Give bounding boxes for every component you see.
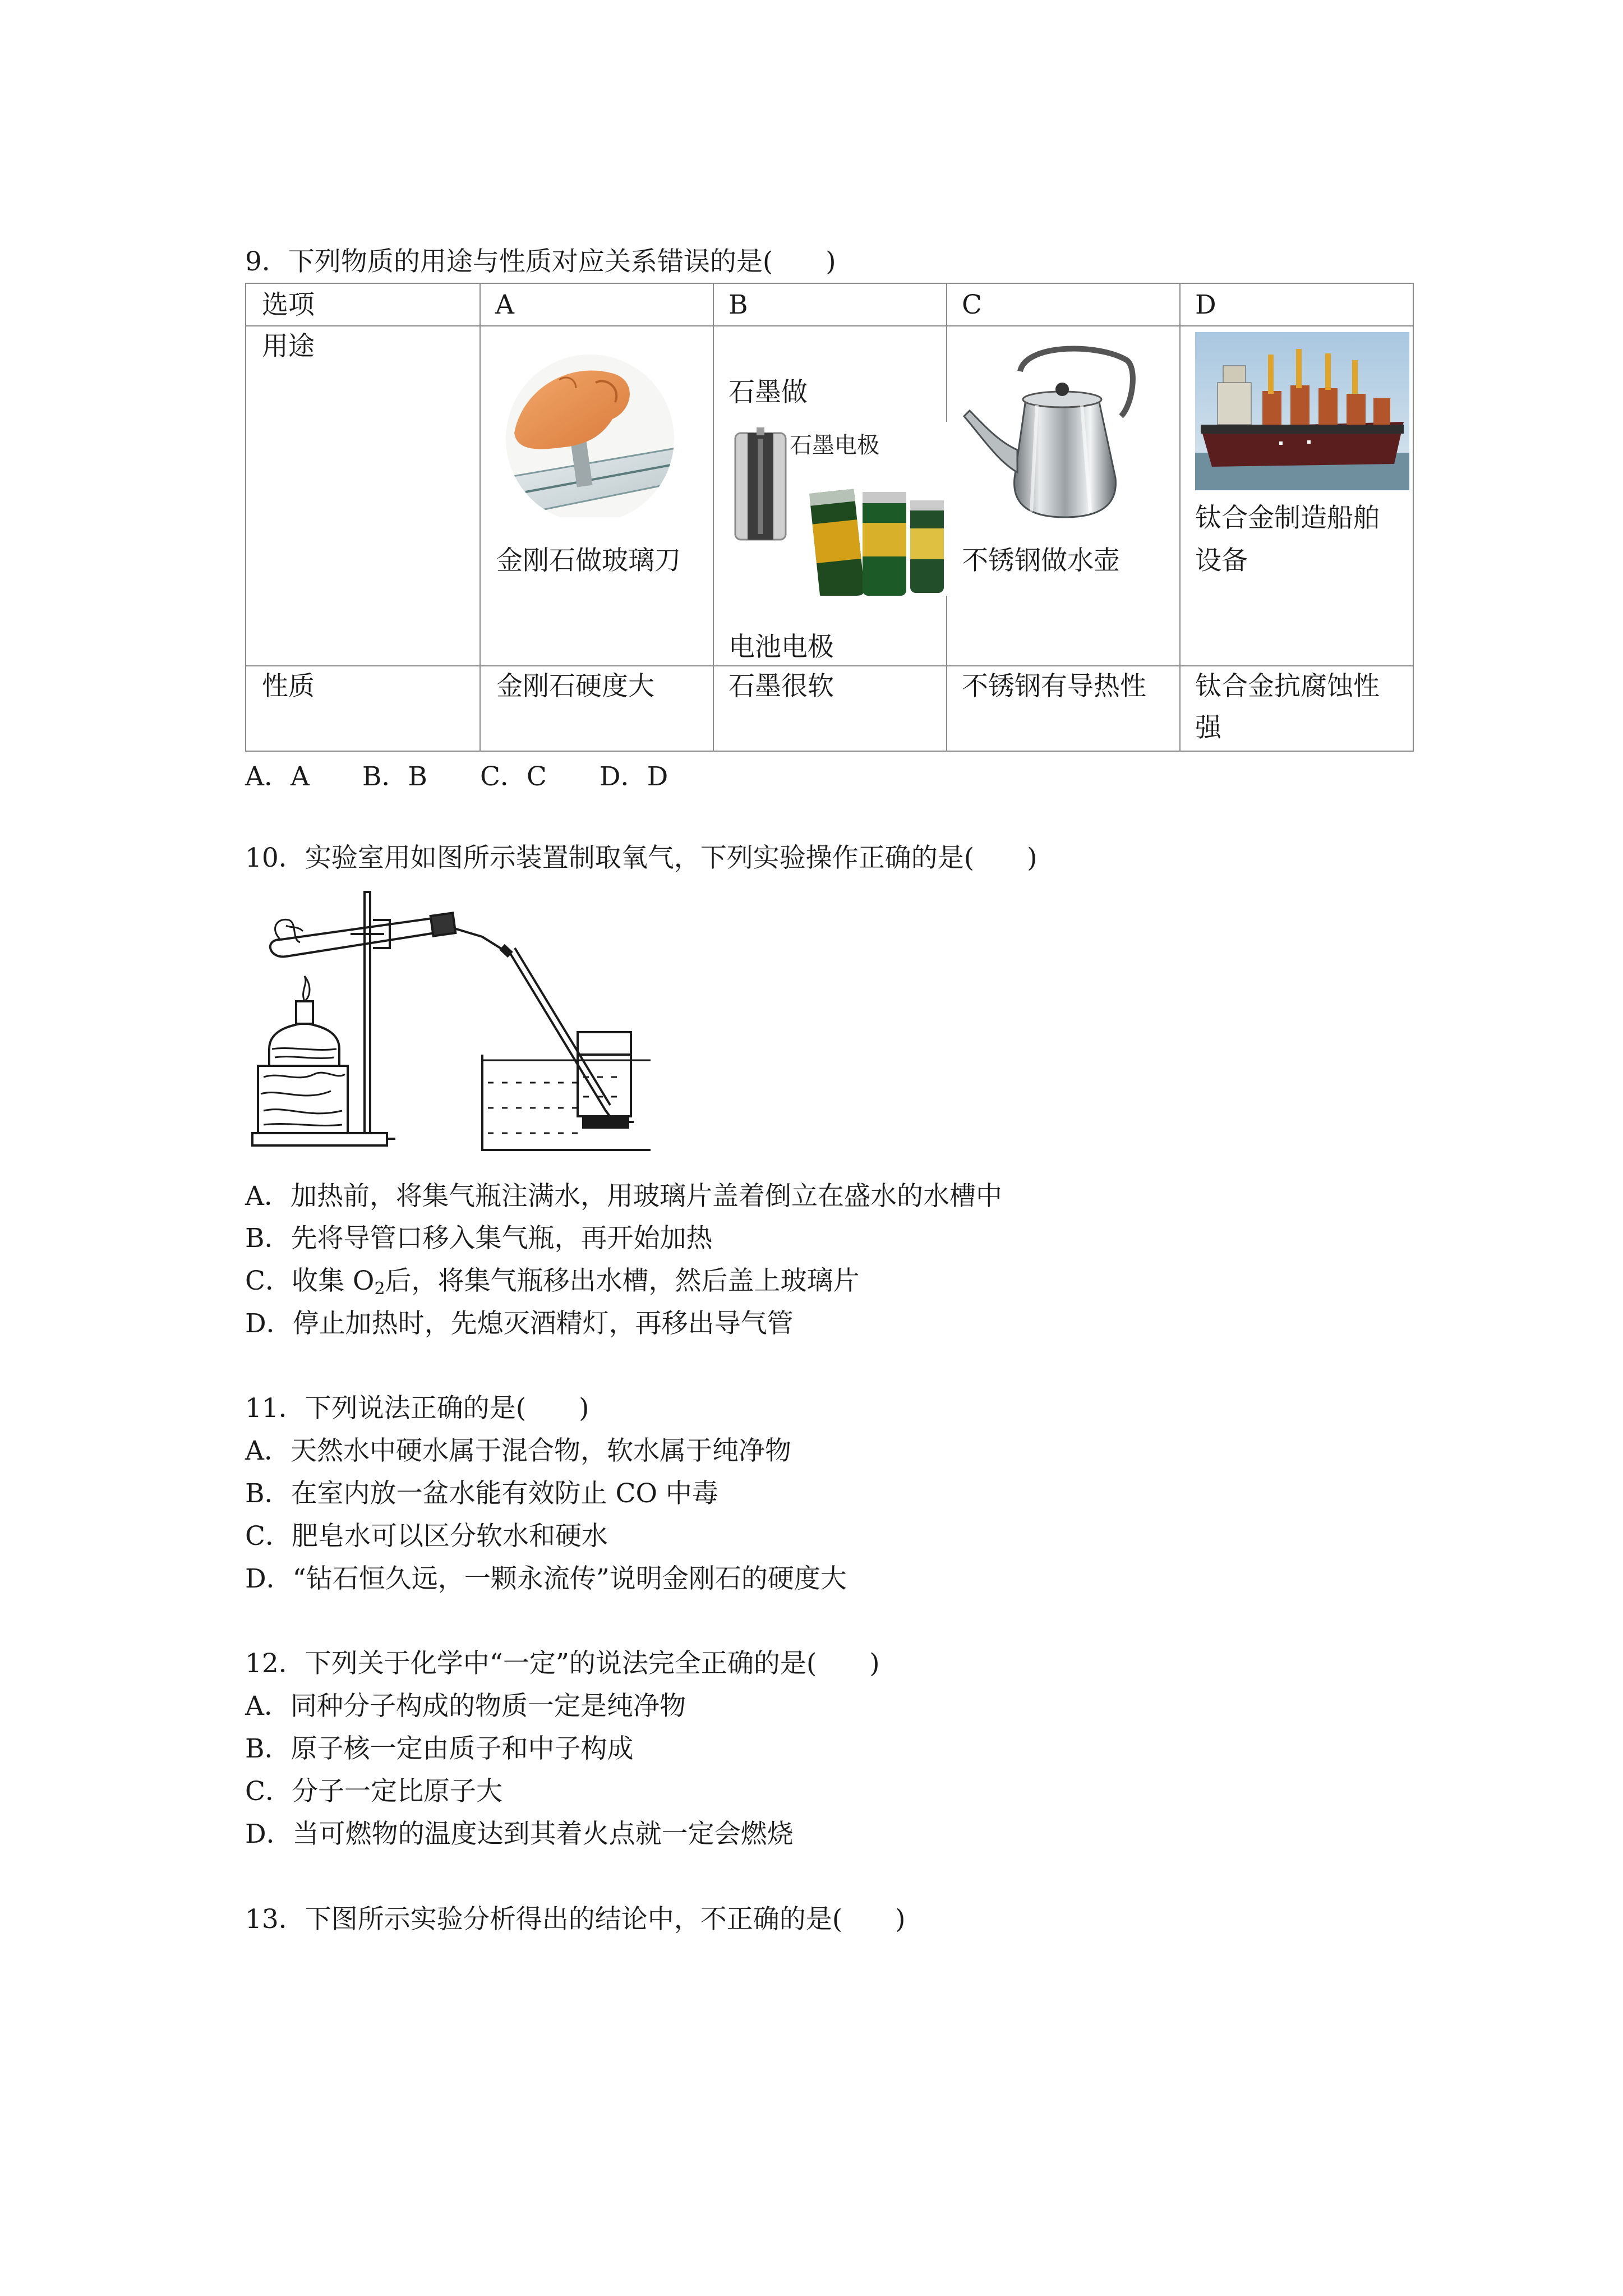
use-a-text: 金刚石做玻璃刀 xyxy=(496,545,681,576)
header-cell-b xyxy=(713,283,947,326)
header-b-label: B xyxy=(728,289,748,320)
header-option-label: 选项 xyxy=(262,289,315,320)
q10-option-c-sub: 2 xyxy=(374,1279,385,1299)
q12-option-d: D．当可燃物的温度达到其着火点就一定会燃烧 xyxy=(245,1819,794,1849)
use-cell-a xyxy=(480,326,713,666)
graphite-electrode-caption: 石墨电极 xyxy=(790,432,879,458)
q13-stem: 13．下图所示实验分析得出的结论中，不正确的是( ) xyxy=(245,1904,906,1935)
header-cell-c xyxy=(947,283,1180,326)
use-b-text-top: 石墨做 xyxy=(728,377,808,408)
kettle-image xyxy=(958,338,1149,528)
header-d-label: D xyxy=(1195,289,1216,320)
prop-row-label-cell xyxy=(246,666,480,751)
header-a-label: A xyxy=(495,289,514,320)
use-row-label: 用途 xyxy=(262,331,315,362)
prop-c-text: 不锈钢有导热性 xyxy=(962,671,1146,702)
header-cell-option xyxy=(246,283,480,326)
q11-stem: 11．下列说法正确的是( ) xyxy=(245,1393,589,1424)
prop-b-text: 石墨很软 xyxy=(728,671,834,702)
q11-option-c: C．肥皂水可以区分软水和硬水 xyxy=(245,1521,608,1552)
q10-option-b: B．先将导管口移入集气瓶，再开始加热 xyxy=(245,1223,713,1254)
prop-d-text-line2: 强 xyxy=(1195,712,1221,743)
prop-cell-b xyxy=(713,666,947,751)
glass-cutter-image xyxy=(492,349,694,517)
q11-option-b: B．在室内放一盆水能有效防止 CO 中毒 xyxy=(245,1478,718,1509)
q9-options: A．A B．B C．C D．D xyxy=(245,761,668,792)
use-cell-d xyxy=(1180,326,1413,666)
q9-table xyxy=(245,283,1414,752)
q10-option-c xyxy=(245,1268,860,1297)
use-cell-b xyxy=(713,326,947,666)
use-cell-c xyxy=(947,326,1180,666)
q11-option-a: A．天然水中硬水属于混合物，软水属于纯净物 xyxy=(245,1435,791,1466)
use-d-text-line1: 钛合金制造船舶 xyxy=(1195,503,1380,533)
use-d-text-line2: 设备 xyxy=(1195,545,1248,576)
prop-d-text-line1: 钛合金抗腐蚀性 xyxy=(1195,671,1380,702)
q12-option-a: A．同种分子构成的物质一定是纯净物 xyxy=(245,1691,686,1722)
q10-stem: 10．实验室用如图所示装置制取氧气，下列实验操作正确的是( ) xyxy=(245,843,1038,873)
q10-option-a: A．加热前，将集气瓶注满水，用玻璃片盖着倒立在盛水的水槽中 xyxy=(245,1181,1002,1212)
q10-option-c-post: 后，将集气瓶移出水槽，然后盖上玻璃片 xyxy=(385,1266,860,1296)
use-row-label-cell xyxy=(246,326,480,666)
prop-cell-d xyxy=(1180,666,1413,751)
prop-cell-a xyxy=(480,666,713,751)
battery-image xyxy=(725,422,947,596)
q12-stem: 12．下列关于化学中“一定”的说法完全正确的是( ) xyxy=(245,1648,880,1679)
header-cell-d xyxy=(1180,283,1413,326)
prop-a-text: 金刚石硬度大 xyxy=(496,671,654,702)
q9-stem: 9．下列物质的用途与性质对应关系错误的是( ) xyxy=(245,246,836,277)
oxygen-apparatus-diagram xyxy=(247,886,651,1167)
q12-option-c: C．分子一定比原子大 xyxy=(245,1776,502,1807)
header-cell-a xyxy=(480,283,713,326)
q12-option-b: B．原子核一定由质子和中子构成 xyxy=(245,1733,634,1764)
q10-option-d: D．停止加热时，先熄灭酒精灯，再移出导气管 xyxy=(245,1308,794,1339)
ship-image xyxy=(1195,332,1409,490)
prop-cell-c xyxy=(947,666,1180,751)
use-b-text-bottom: 电池电极 xyxy=(728,632,834,662)
prop-row-label: 性质 xyxy=(262,671,315,702)
use-c-text: 不锈钢做水壶 xyxy=(962,545,1120,576)
q10-option-c-pre: C．收集 O xyxy=(245,1266,375,1296)
header-c-label: C xyxy=(962,289,982,320)
q11-option-d: D．“钻石恒久远，一颗永流传”说明金刚石的硬度大 xyxy=(245,1563,847,1594)
